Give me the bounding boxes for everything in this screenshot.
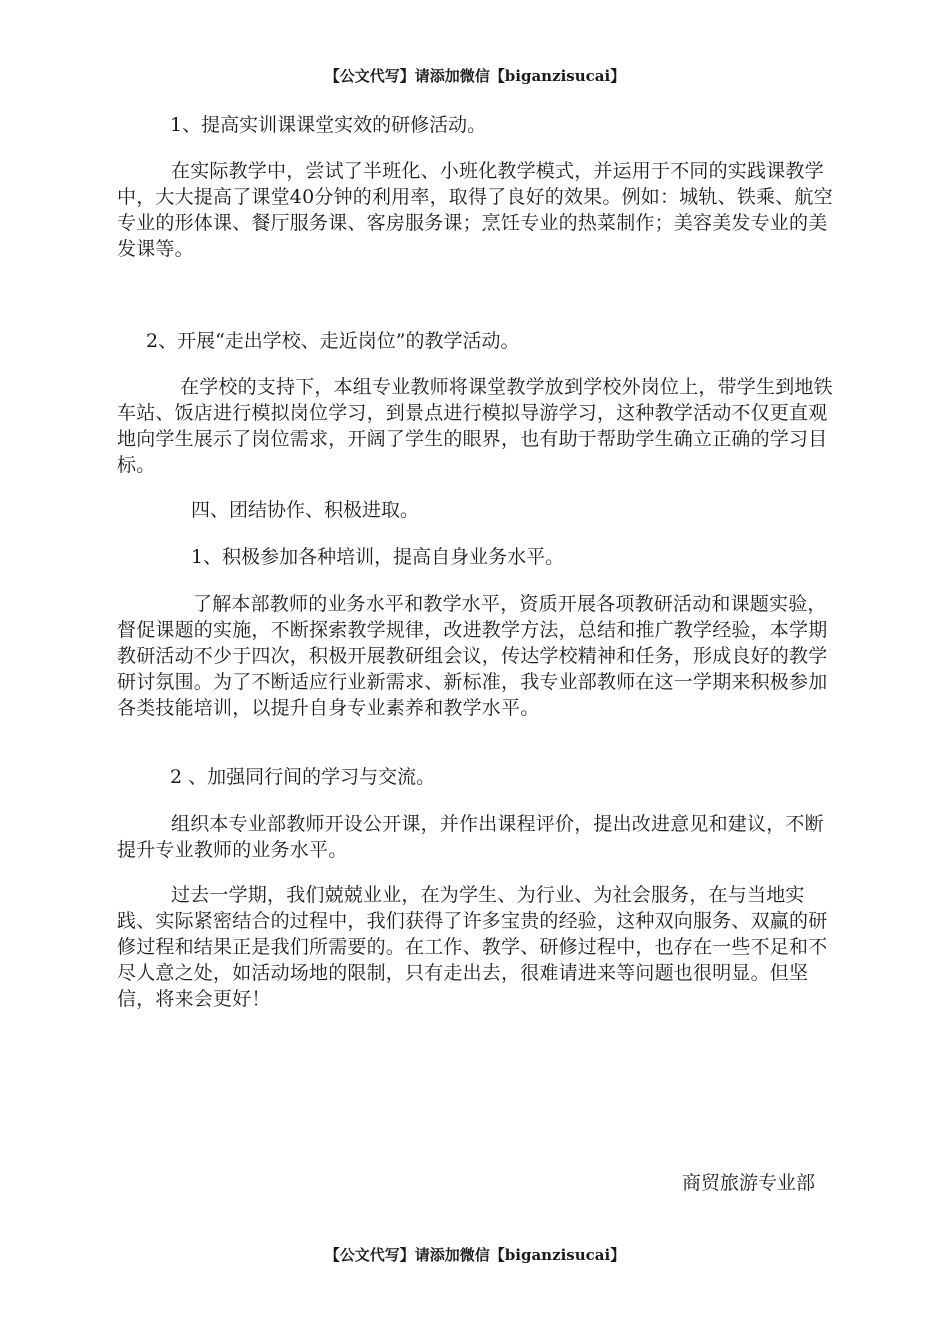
heading-2: 2、开展“走出学校、走近岗位”的教学活动。: [146, 330, 520, 352]
signature: 商贸旅游专业部: [682, 1172, 816, 1194]
paragraph-3: 了解本部教师的业务水平和教学水平，资质开展各项教研活动和课题实验，督促课题的实施，不断探索教学规律，改进教学方法，总结和推广教学经验，本学期教研活动不少于四次，积极开展教研组会议，传达学校精神和任务，形成良好的教学研讨氛围。为了不断适应行业新需求、新标准，我专业部教师在这一学期来积极参加各类技能培训，以提升自身专业素养和教学水平。: [117, 593, 828, 719]
heading-4: 2 、加强同行间的学习与交流。: [170, 766, 436, 788]
paragraph-5: 过去一学期，我们兢兢业业，在为学生、为行业、为社会服务，在与当地实践、实际紧密结合的过程中，我们获得了许多宝贵的经验，这种双向服务、双赢的研修过程和结果正是我们所需要的。在工作、教学、研修过程中，也存在一些不足和不尽人意之处，如活动场地的限制，只有走出去，很难请进来等问题也很明显。但坚信，将来会更好！: [117, 884, 828, 1010]
page-header: 【公文代写】请添加微信【biganzisucai】: [324, 67, 626, 85]
page-footer: 【公文代写】请添加微信【biganzisucai】: [324, 1246, 626, 1264]
heading-3: 1、积极参加各种培训，提高自身业务水平。: [191, 546, 565, 568]
paragraph-4: 组织本专业部教师开设公开课，并作出课程评价，提出改进意见和建议，不断提升专业教师的业务水平。: [117, 813, 824, 861]
heading-section-4: 四、团结协作、积极进取。: [191, 499, 420, 521]
paragraph-1: 在实际教学中，尝试了半班化、小班化教学模式，并运用于不同的实践课教学中，大大提高了课堂40分钟的利用率，取得了良好的效果。例如：城轨、铁乘、航空专业的形体课、餐厅服务课、客房服务课；烹饪专业的热菜制作；美容美发专业的美发课等。: [117, 160, 833, 260]
paragraph-2: 在学校的支持下，本组专业教师将课堂教学放到学校外岗位上，带学生到地铁车站、饭店进行模拟岗位学习，到景点进行模拟导游学习，这种教学活动不仅更直观地向学生展示了岗位需求，开阔了学生的眼界，也有助于帮助学生确立正确的学习目标。: [117, 376, 833, 476]
heading-1: 1、提高实训课课堂实效的研修活动。: [170, 114, 487, 136]
